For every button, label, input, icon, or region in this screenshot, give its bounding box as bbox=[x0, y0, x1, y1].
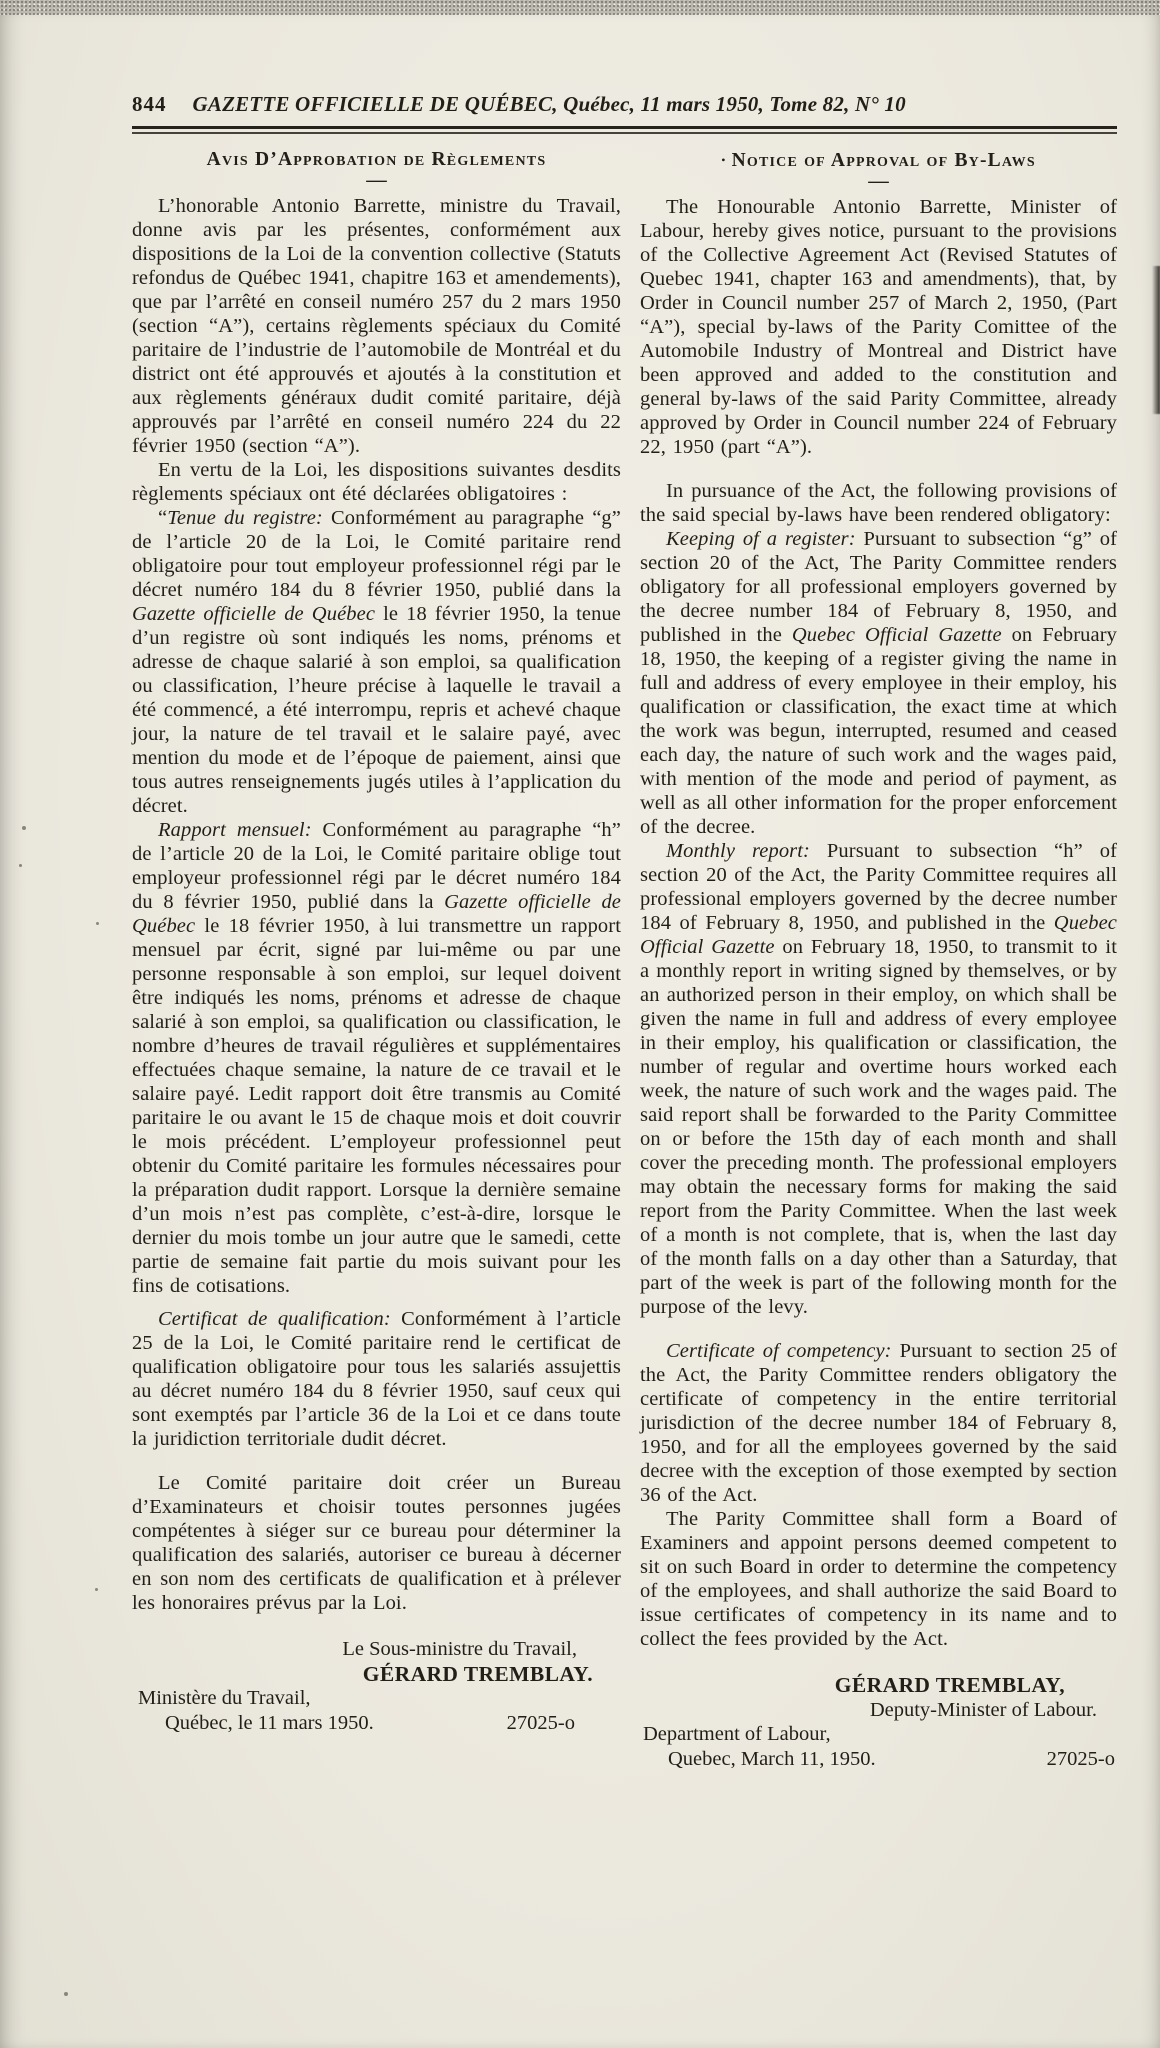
french-section-heading: Avis D’Approbation de Règlements bbox=[206, 149, 547, 170]
scan-speck bbox=[96, 922, 99, 925]
paragraph bbox=[640, 1339, 1117, 1507]
body-text: In pursuance of the Act, the following provisions of the said special by-laws have been rendered obligatory: bbox=[640, 480, 1117, 526]
paragraph bbox=[640, 839, 1117, 1319]
body-text: Pursuant to subsection “g” of section 20 of the Act, The Parity Committee renders obligatory for all professional employers governed by the decree number 184 of February 8, 1950, and published in the bbox=[640, 528, 1117, 646]
file-number: 27025-o bbox=[1046, 1747, 1115, 1770]
body-text: L’honorable Antonio Barrette, ministre du Travail, donne avis par les présentes, conformément aux dispositions de la Loi de la convention collective (Statuts refondus de Québec 1941, chapitre 163 et amendements), que par l’arrêté en conseil numéro 257 du 2 mars 1950 (section “A”), certains règlements spéciaux du Comité paritaire de l’industrie de l’automobile de Montréal et du district ont été approuvés et ajoutés à la constitution et aux règlements généraux dudit comité paritaire, déjà approuvés par l’arrêté en conseil numéro 224 du 22 février 1950 (section “A”). bbox=[132, 195, 621, 457]
scan-speck bbox=[64, 1992, 68, 1996]
page-title: GAZETTE OFFICIELLE DE QUÉBEC, Québec, 11 mars 1950, Tome 82, N° 10 bbox=[192, 92, 906, 116]
body-text: on February 18, 1950, the keeping of a register giving the name in full and address of every employee in their employ, his qualification or classification, the exact time at which the work was begun, interrupted, resumed and ceased each day, the nature of such work and the wages paid, with mention of the mode and period of payment, as well as all other information for the proper enforcement of the decree. bbox=[640, 624, 1117, 838]
page-number: 844 bbox=[132, 92, 167, 116]
paragraph bbox=[132, 1307, 621, 1451]
file-number: 27025-o bbox=[506, 1711, 575, 1734]
italic-text: Certificate of competency: bbox=[666, 1340, 892, 1362]
place-date-row bbox=[132, 1711, 621, 1736]
page-header bbox=[132, 92, 1117, 117]
english-paragraphs bbox=[640, 195, 1117, 1651]
signer-department: Ministère du Travail, bbox=[138, 1687, 311, 1709]
paragraph bbox=[640, 527, 1117, 839]
paragraph bbox=[640, 195, 1117, 459]
body-text: “ bbox=[158, 507, 168, 529]
scan-speck bbox=[95, 1588, 98, 1591]
italic-text: Tenue du registre: bbox=[167, 507, 323, 529]
italic-text: Quebec Official Gazette bbox=[640, 912, 1117, 958]
paragraph bbox=[132, 506, 621, 818]
italic-text: Monthly report: bbox=[666, 840, 810, 862]
scan-artifact-right-streak bbox=[1152, 266, 1160, 414]
body-text: le 18 février 1950, à lui transmettre un rapport mensuel par écrit, signé par lui-même ou par une personne responsable à son emploi, sur lequel doivent être indiqués les noms, prénoms et adresse de chaque salarié à son emploi, sa qualification ou classification, le nombre d’heures de travail régulières et supplémentaires effectuées chaque semaine, la nature de ce travail et le salaire payé. Ledit rapport doit être transmis au Comité paritaire le ou avant le 15 de chaque mois et doit couvrir le mois précédent. L’employeur professionnel peut obtenir du Comité paritaire les formules nécessaires pour la préparation dudit rapport. Lorsque la dernière semaine d’un mois n’est pas complète, c’est-à-dire, lorsque le dernier du mois tombe un jour autre que le samedi, cette partie de semaine fait partie du mois suivant pour les fins de cotisations. bbox=[132, 915, 621, 1297]
paragraph bbox=[640, 479, 1117, 527]
body-text: le 18 février 1950, la tenue d’un registre où sont indiqués les noms, prénoms et adresse de chaque salarié à son emploi, sa qualification ou classification, l’heure précise à laquelle le travail a été commencé, a été interrompu, repris et achevé chaque jour, la nature de tel travail et le salaire payé, avec mention du mode et de l’époque de paiement, ainsi que tous autres renseignements jugés utiles à l’application du décret. bbox=[132, 603, 621, 817]
scan-speck bbox=[19, 864, 22, 867]
place-date-row bbox=[640, 1747, 1117, 1772]
body-text: Pursuant to section 25 of the Act, the Parity Committee renders obligatory the certificate of competency in the entire territorial jurisdiction of the decree number 184 of February 8, 1950, and for all the employees governed by the said decree with the exception of those exempted by section 36 of the Act. bbox=[640, 1340, 1117, 1506]
heading-dash: — bbox=[868, 170, 889, 192]
body-text: Conformément au paragraphe “h” de l’article 20 de la Loi, le Comité paritaire oblige tout employeur professionnel régi par le décret numéro 184 du 8 février 1950, publié dans la bbox=[132, 819, 621, 913]
heading-mark: • bbox=[721, 153, 727, 167]
body-text: Conformément au paragraphe “g” de l’article 20 de la Loi, le Comité paritaire rend obligatoire pour tout employeur professionnel régi par le décret numéro 184 du 8 février 1950, publié dans la bbox=[132, 507, 621, 601]
paragraph bbox=[132, 1471, 621, 1615]
place-date: Quebec, March 11, 1950. bbox=[668, 1747, 876, 1770]
scan-artifact-top-strip bbox=[0, 0, 1160, 15]
body-text: En vertu de la Loi, les dispositions suivantes desdits règlements spéciaux ont été déclarées obligatoires : bbox=[132, 459, 621, 505]
paragraph bbox=[132, 818, 621, 1298]
signer-role: Le Sous-ministre du Travail, bbox=[342, 1638, 577, 1660]
header-double-rule bbox=[132, 126, 1117, 134]
paragraph bbox=[132, 458, 621, 506]
body-text: Pursuant to subsection “h” of section 20 of the Act, the Parity Committee requires all professional employers governed by the decree number 184 of February 8, 1950, and published in the bbox=[640, 840, 1117, 934]
french-paragraphs bbox=[132, 194, 621, 1615]
italic-text: Rapport mensuel: bbox=[158, 819, 312, 841]
heading-dash: — bbox=[366, 169, 387, 191]
body-text: The Honourable Antonio Barrette, Minister of Labour, hereby gives notice, pursuant to the provisions of the Collective Agreement Act (Revised Statutes of Quebec 1941, chapter 163 and amendments), that, by Order in Council number 257 of March 2, 1950, (Part “A”), special by-laws of the Parity Comittee of the Automobile Industry of Montreal and District have been approved and added to the constitution and general by-laws of the said Parity Committee, already approved by Order in Council number 224 of February 22, 1950 (part “A”). bbox=[640, 196, 1117, 458]
paragraph bbox=[640, 1507, 1117, 1651]
italic-text: Quebec Official Gazette bbox=[791, 624, 1002, 646]
paragraph bbox=[132, 194, 621, 458]
signer-name: GÉRARD TREMBLAY. bbox=[362, 1661, 593, 1686]
body-text: Le Comité paritaire doit créer un Bureau d’Examinateurs et choisir toutes personnes jugées compétentes à siéger sur ce bureau pour déterminer la qualification des salariés, autoriser ce bureau à décerner en son nom des certificats de qualification et à prélever les honoraires prévus par la Loi. bbox=[132, 1472, 621, 1614]
signer-role: Deputy-Minister of Labour. bbox=[869, 1698, 1097, 1721]
column-english bbox=[640, 148, 1117, 1771]
body-text: Conformément à l’article 25 de la Loi, le Comité paritaire rend le certificat de qualification obligatoire pour tous les salariés assujettis au décret numéro 184 du 8 février 1950, sauf ceux qui sont exemptés par l’article 36 de la Loi et ce dans toute la juridiction territoriale dudit décret. bbox=[132, 1308, 621, 1450]
body-text: The Parity Committee shall form a Board of Examiners and appoint persons deemed competent to sit on such Board in order to determine the competency of the employees, and shall authorize the said Board to issue certificates of competency in its name and to collect the fees provided by the Act. bbox=[640, 1508, 1117, 1650]
english-heading-text: Notice of Approval of By-Laws bbox=[731, 150, 1036, 171]
signer-department: Department of Labour, bbox=[643, 1723, 831, 1745]
body-text: on February 18, 1950, to transmit to it a monthly report in writing signed by themselves, or by an authorized person in their employ, on which shall be given the name in full and address of every employee in their employ, his qualification or classification, the number of regular and overtime hours worked each week, the nature of such work and the wages paid. The said report shall be forwarded to the Parity Committee on or before the 15th day of each month and shall cover the preceding month. The professional employers may obtain the necessary forms for making the said report from the Parity Committee. When the last week of a month is not complete, that is, when the last day of the month falls on a day other than a Saturday, that part of the week is part of the following month for the purpose of the levy. bbox=[640, 936, 1117, 1318]
italic-text: Certificat de qualification: bbox=[158, 1308, 391, 1330]
signer-name: GÉRARD TREMBLAY, bbox=[834, 1673, 1065, 1697]
italic-text: Gazette officielle de Québec bbox=[132, 603, 376, 625]
column-french bbox=[132, 148, 621, 1771]
signature-block-english bbox=[640, 1673, 1117, 1771]
italic-text: Keeping of a register: bbox=[666, 528, 856, 550]
place-date: Québec, le 11 mars 1950. bbox=[165, 1711, 374, 1734]
italic-text: Gazette officielle de Québec bbox=[132, 891, 621, 937]
two-column-layout bbox=[132, 148, 1117, 1771]
signature-block-french bbox=[132, 1637, 621, 1735]
scan-speck bbox=[22, 826, 26, 830]
